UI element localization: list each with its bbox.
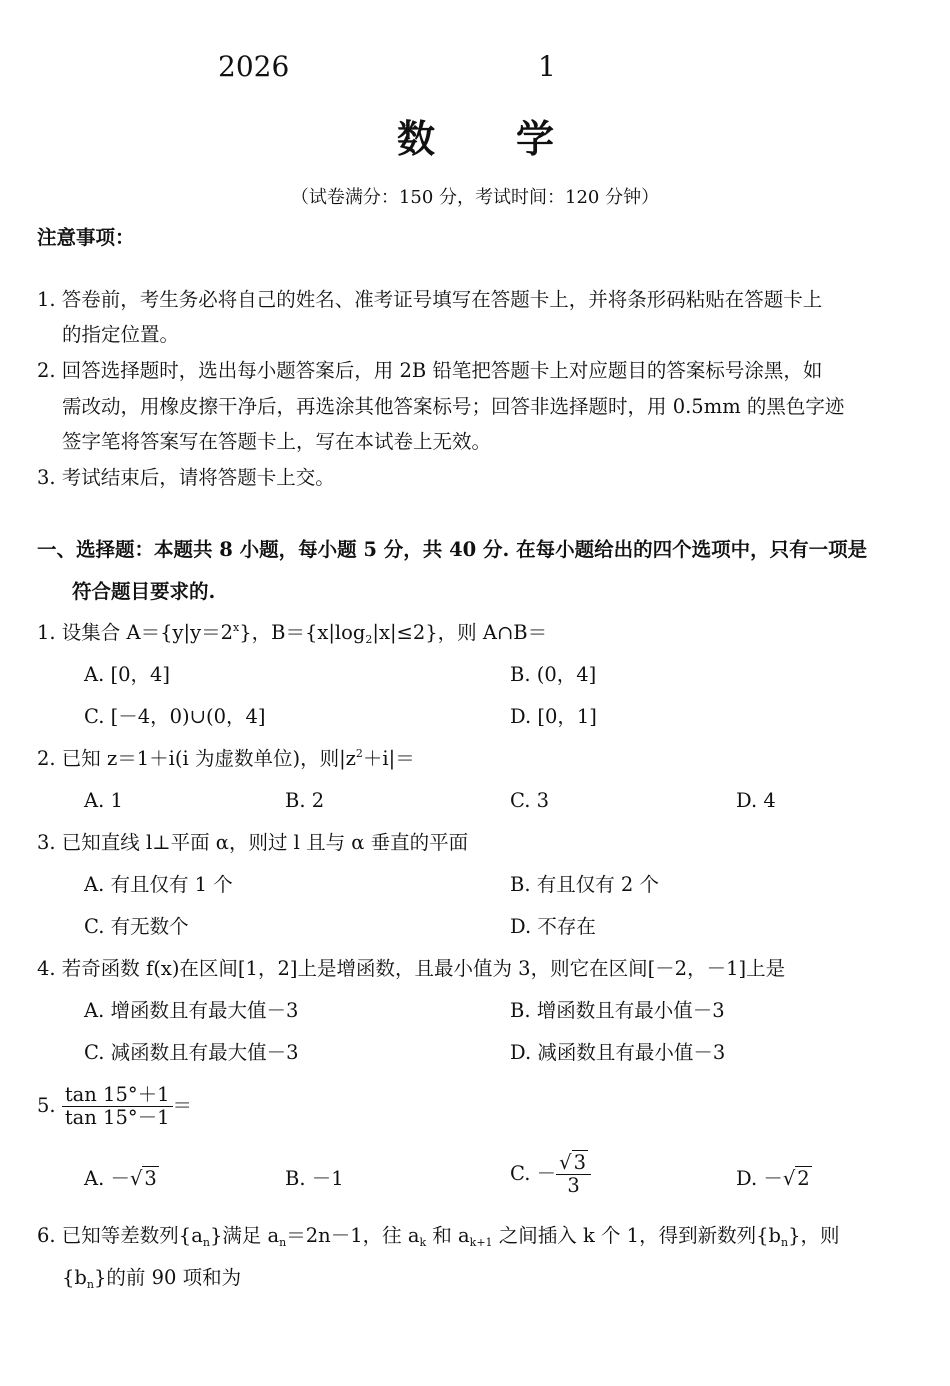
question-5-option-a: A. －√ 3 bbox=[84, 1167, 157, 1190]
notice-heading: 注意事项： bbox=[37, 226, 135, 249]
notice-item-2-line-3: 签字笔将答案写在答题卡上，写在本试卷上无效。 bbox=[62, 430, 492, 453]
question-2-option-c: C. 3 bbox=[510, 789, 550, 812]
question-5-option-c: C. － $\frac{√ 3}{3}$ bbox=[510, 1152, 591, 1197]
question-1-stem: 1. 设集合 $A=\{y|y=2^x\}$，$B=\{x|\log_2|x|\le 2\}$，则 A∩B＝ bbox=[37, 621, 548, 646]
section-1-heading-line-1: 一、选择题：本题共 8 小题，每小题 5 分，共 40 分. 在每小题给出的四个选项中，只有一项是 bbox=[37, 538, 868, 561]
exam-year: 2026 bbox=[218, 50, 290, 83]
question-3-stem: 3. 已知直线 l⊥平面 α，则过 l 且与 α 垂直的平面 bbox=[37, 831, 469, 854]
question-4-option-a: A. 增函数且有最大值－3 bbox=[84, 999, 299, 1022]
question-3-option-c: C. 有无数个 bbox=[84, 915, 189, 938]
question-4-stem: 4. 若奇函数 f(x)在区间[1，2]上是增函数，且最小值为 3，则它在区间[－2，－1]上是 bbox=[37, 957, 786, 980]
question-2-option-a: A. 1 bbox=[84, 789, 123, 812]
title-char-2: 学 bbox=[516, 116, 555, 161]
question-4-option-d: D. 减函数且有最小值－3 bbox=[510, 1041, 726, 1064]
question-2-option-d: D. 4 bbox=[736, 789, 776, 812]
question-5-option-d: D. －√ 2 bbox=[736, 1167, 810, 1190]
question-3-option-d: D. 不存在 bbox=[510, 915, 596, 938]
notice-item-2-line-2: 需改动，用橡皮擦干净后，再选涂其他答案标号；回答非选择题时，用 0.5mm 的黑色字迹 bbox=[62, 395, 845, 418]
question-6-stem-line-1: 6. 已知等差数列$\{a_n\}$满足 $a_n=2n-1$，往 $a_k$ 和 $a_{k+1}$ 之间插入 k 个 1，得到新数列$\{b_n\}$，则 bbox=[37, 1224, 840, 1249]
question-5-option-b: B. －1 bbox=[285, 1167, 344, 1190]
question-3-option-a: A. 有且仅有 1 个 bbox=[84, 873, 233, 896]
title-char-1: 数 bbox=[397, 116, 436, 161]
question-2-option-b: B. 2 bbox=[285, 789, 325, 812]
question-4-option-c: C. 减函数且有最大值－3 bbox=[84, 1041, 299, 1064]
question-1-option-d: D. [0，1] bbox=[510, 705, 597, 728]
question-4-option-b: B. 增函数且有最小值－3 bbox=[510, 999, 725, 1022]
notice-item-3: 3. 考试结束后，请将答题卡上交。 bbox=[37, 466, 335, 489]
question-1-option-c: C. [－4，0)∪(0，4] bbox=[84, 705, 266, 728]
question-6-stem-line-2: $\{b_n\}$的前 90 项和为 bbox=[62, 1266, 242, 1291]
question-1-option-b: B. (0，4] bbox=[510, 663, 597, 686]
section-1-heading-line-2: 符合题目要求的. bbox=[72, 580, 216, 603]
notice-item-2-line-1: 2. 回答选择题时，选出每小题答案后，用 2B 铅笔把答题卡上对应题目的答案标号涂黑，如 bbox=[37, 359, 823, 382]
exam-subtitle: （试卷满分：150 分，考试时间：120 分钟） bbox=[290, 187, 660, 208]
question-2-stem: 2. 已知 z＝1＋i(i 为虚数单位)，则$|z^2+i|=$ bbox=[37, 747, 415, 770]
question-3-option-b: B. 有且仅有 2 个 bbox=[510, 873, 660, 896]
question-5-fraction: $\frac{\tan 15^\circ+1}{\tan 15^\circ-1}$ bbox=[62, 1084, 173, 1129]
notice-item-1-line-2: 的指定位置。 bbox=[62, 323, 180, 346]
notice-item-1-line-1: 1. 答卷前，考生务必将自己的姓名、准考证号填写在答题卡上，并将条形码粘贴在答题卡上 bbox=[37, 288, 823, 311]
exam-number: 1 bbox=[538, 50, 556, 83]
question-1-option-a: A. [0，4] bbox=[84, 663, 171, 686]
question-5-stem: 5. $\frac{\tan 15^\circ+1}{\tan 15^\circ-1}$ ＝ bbox=[37, 1083, 193, 1129]
